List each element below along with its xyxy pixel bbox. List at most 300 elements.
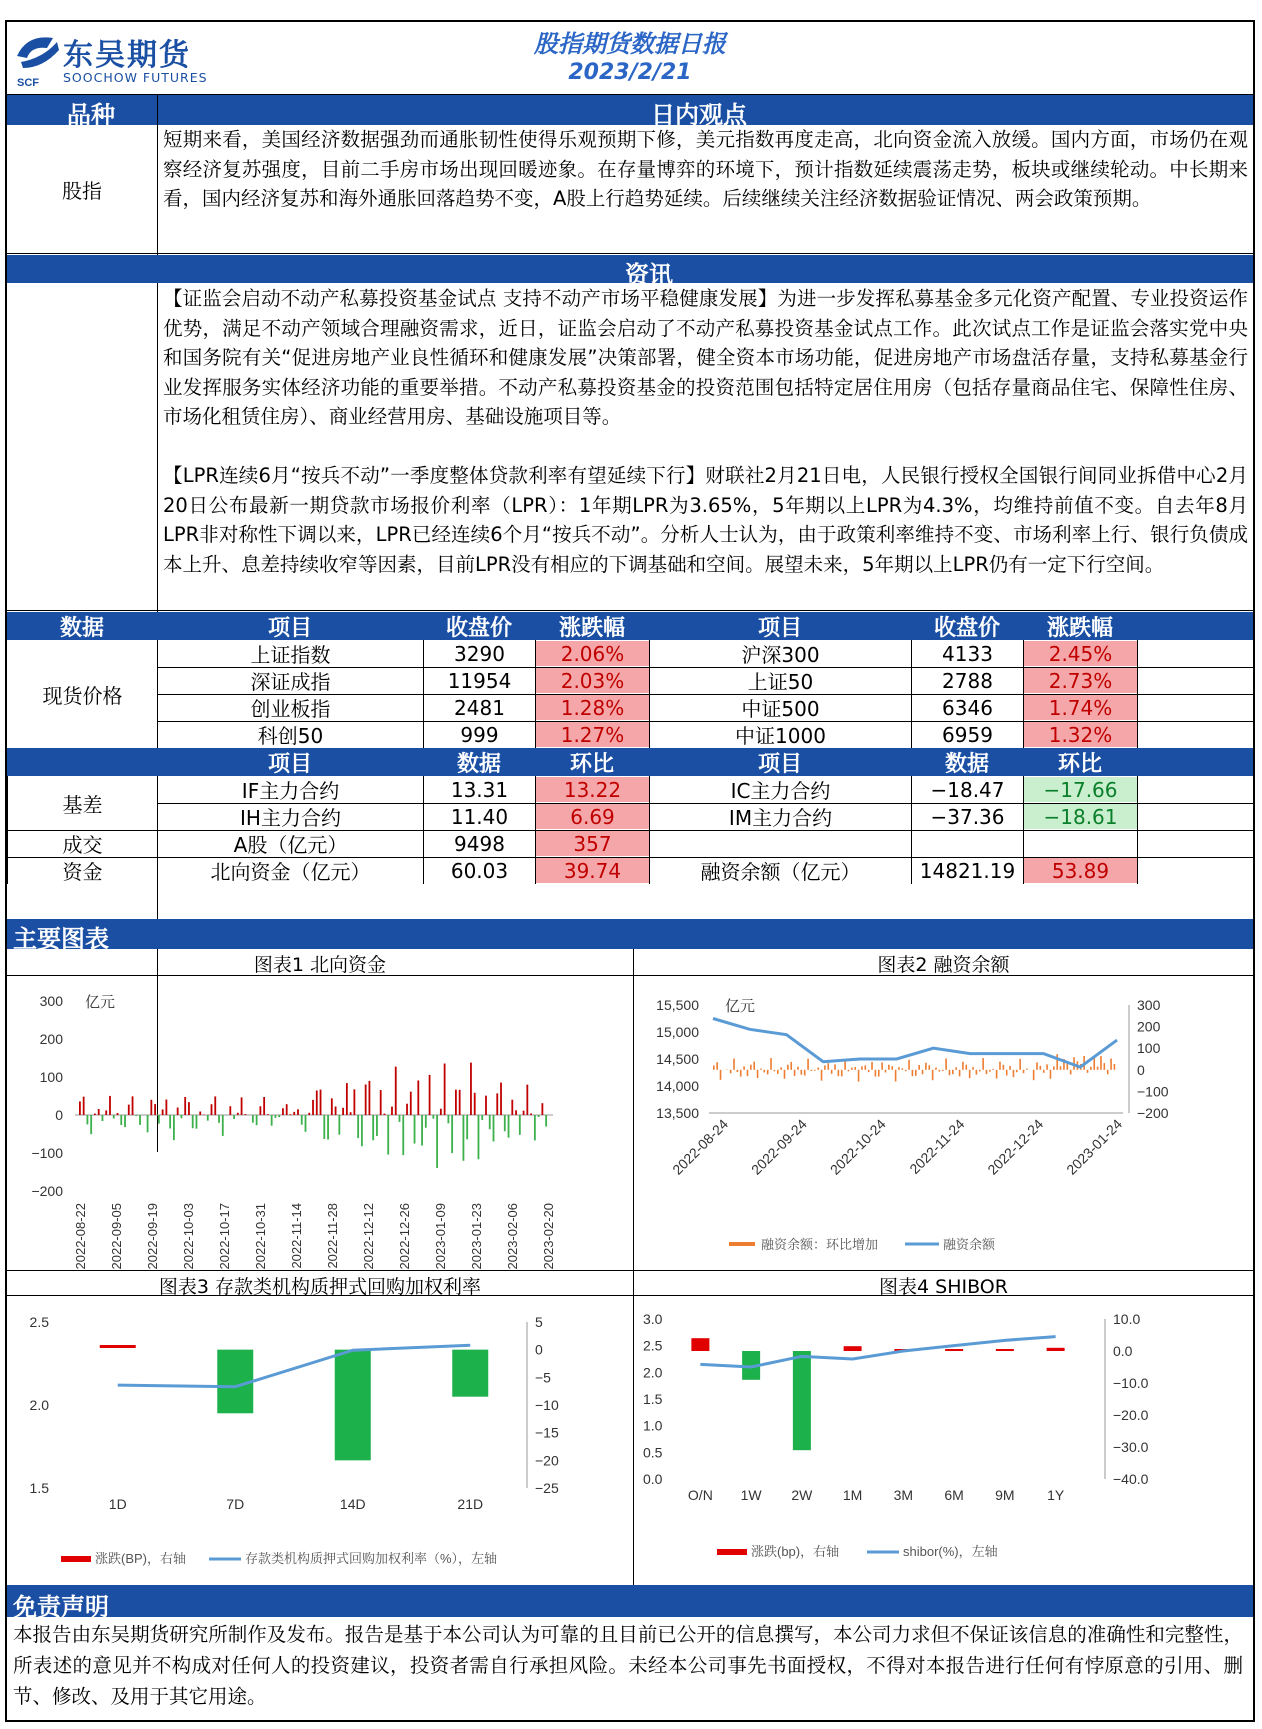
chart1-bar: [312, 1100, 314, 1115]
basis-header-4: 数据: [944, 751, 989, 777]
chart2-xtick: 2022-09-24: [747, 1115, 810, 1178]
chart2-change-bar: [1104, 1063, 1106, 1070]
spot-cell: 创业板指: [250, 697, 331, 721]
chart2-change-bar: [959, 1070, 961, 1077]
chart3-legend-bar-icon: [61, 1556, 91, 1562]
spot-cell: 1.27%: [536, 722, 649, 747]
spot-cell: 1.74%: [1024, 695, 1137, 720]
spot-cell: 中证500: [741, 697, 820, 721]
chart2-change-bar: [1016, 1070, 1018, 1072]
chart4-yleft-tick: 1.5: [643, 1391, 663, 1407]
spot-header-4: 收盘价: [933, 615, 1000, 641]
basis-cell: 13.31: [450, 777, 509, 802]
chart1-xtick: 2022-10-17: [217, 1203, 232, 1269]
chart2-change-bar: [1107, 1070, 1109, 1074]
chart1-bar: [267, 1114, 269, 1115]
chart2-change-bar: [817, 1067, 819, 1069]
chart4-xtick: O/N: [687, 1487, 713, 1503]
chart1-bar: [489, 1115, 491, 1129]
chart2-change-bar: [935, 1067, 937, 1069]
chart2-change-bar: [922, 1070, 924, 1074]
chart4-yleft-tick: 0.5: [643, 1444, 663, 1461]
chart1-bar: [500, 1083, 502, 1115]
chart4-yright-tick: −30.0: [1113, 1439, 1149, 1455]
chart1-bar: [305, 1115, 307, 1132]
chart1-bar: [214, 1096, 216, 1115]
chart1-bar: [218, 1115, 220, 1123]
chart2-change-bar: [878, 1070, 880, 1077]
chart1-bar: [342, 1108, 344, 1115]
chart3-yright-tick: −15: [535, 1424, 559, 1441]
chart1-xtick: 2023-01-23: [469, 1203, 484, 1269]
chart2-change-bar: [834, 1064, 836, 1069]
chart2-yright-tick: 200: [1137, 1018, 1161, 1035]
chart1-bar: [259, 1106, 261, 1115]
chart2-change-bar: [730, 1070, 732, 1074]
chart2-change-bar: [999, 1062, 1001, 1070]
chart1-xtick: 2023-01-09: [433, 1203, 448, 1269]
chart2-change-bar: [720, 1070, 722, 1080]
chart1-bar: [496, 1093, 498, 1115]
chart1-bar: [90, 1115, 92, 1134]
chart4-yleft-tick: 2.5: [643, 1337, 663, 1354]
chart2-yright-tick: 300: [1137, 997, 1161, 1013]
chart2-change-bar: [838, 1070, 840, 1076]
chart2-change-bar: [1046, 1064, 1048, 1069]
charts-heading: 主要图表: [13, 925, 109, 953]
chart4-yleft-tick: 1.0: [643, 1417, 663, 1434]
chart3-bar: [100, 1345, 136, 1348]
chart4-bar: [844, 1346, 862, 1351]
chart2-title: 图表2 融资余额: [877, 954, 1010, 976]
chart2-yright-tick: −200: [1137, 1105, 1169, 1121]
chart1-bar: [421, 1115, 423, 1146]
chart2-change-bar: [888, 1065, 890, 1070]
spot-cell: 沪深300: [741, 643, 820, 667]
chart2-change-bar: [989, 1070, 991, 1072]
basis-cell: IM主力合约: [728, 806, 833, 830]
chart1-bar: [83, 1097, 85, 1115]
view-label: 股指: [62, 178, 102, 203]
chart1-bar: [128, 1105, 130, 1115]
chart2-change-bar: [928, 1065, 930, 1070]
chart1-bar: [515, 1110, 517, 1115]
chart2-change-bar: [996, 1070, 998, 1079]
chart4-yleft-tick: 0.0: [643, 1471, 663, 1487]
chart2-change-bar: [854, 1067, 856, 1070]
chart1-bar: [417, 1080, 419, 1115]
spot-header-2: 涨跌幅: [558, 615, 625, 641]
chart1-ytick: 0: [55, 1107, 63, 1123]
section-bar-disclaimer: [7, 1585, 1253, 1621]
chart1-xtick: 2023-02-20: [541, 1203, 556, 1269]
chart2-change-bar: [885, 1070, 887, 1073]
chart1-ytick: 300: [39, 993, 63, 1009]
chart2-change-bar: [1056, 1054, 1058, 1070]
chart1-bar: [109, 1096, 111, 1115]
chart2-change-bar: [1050, 1070, 1052, 1079]
chart1-bar: [353, 1089, 355, 1115]
chart1-bar: [192, 1115, 194, 1128]
basis-cell: −18.61: [1024, 804, 1137, 829]
chart1-bar: [387, 1115, 389, 1155]
margin-value: 14821.19: [919, 858, 1016, 883]
basis-header-1: 数据: [456, 751, 501, 777]
chart3-yleft-tick: 2.5: [29, 1314, 49, 1330]
news-item-1: 【证监会启动不动产私募投资基金试点 支持不动产市场平稳健康发展】为进一步发挥私募基金多元化资产配置、专业投资运作优势，满足不动产领域合理融资需求，近日，证监会启动了不动产私募投资基金试点工作。此次试点工作是证监会落实党中央和国务院有关“促进房地产业良性循环和健康发展”决策部署，健全资本市场功能，促进房地产市场盘活存量，支持私募基金行业发挥服务实体经济功能的重要举措。不动产私募投资基金的投资范围包括特定居住用房（包括存量商品住宅、保障性住房、市场化租赁住房）、商业经营用房、基础设施项目等。: [163, 287, 1248, 428]
chart1-bar: [286, 1104, 288, 1115]
chart2-change-bar: [1003, 1065, 1005, 1070]
chart4-xtick: 6M: [944, 1487, 964, 1503]
chart1-bar: [429, 1075, 431, 1115]
volume-item: A股（亿元）: [233, 833, 348, 857]
chart4-yright-tick: 0.0: [1113, 1343, 1133, 1359]
chart2-change-bar: [747, 1070, 749, 1076]
chart2-yright-tick: 0: [1137, 1061, 1145, 1078]
chart2-change-bar: [780, 1067, 782, 1069]
chart2-yright-tick: −100: [1137, 1083, 1169, 1100]
company-name-en: SOOCHOW FUTURES: [63, 70, 208, 85]
chart2-change-bar: [912, 1070, 914, 1076]
basis-header-0: 项目: [267, 751, 312, 777]
chart2-change-bar: [1060, 1066, 1062, 1069]
chart2-change-bar: [986, 1070, 988, 1074]
chart1-bar: [365, 1084, 367, 1115]
chart1-bar: [444, 1064, 446, 1115]
spot-header-3: 项目: [757, 615, 802, 641]
chart2-legend-bar-icon: [729, 1242, 755, 1246]
chart1-bar: [263, 1097, 265, 1115]
spot-cell: 2.06%: [536, 641, 649, 666]
chart1-bar: [278, 1115, 280, 1117]
funds-item: 北向资金（亿元）: [210, 860, 371, 884]
chart3-legend-bar: 涨跌(BP)，右轴: [95, 1551, 187, 1566]
chart2-change-bar: [848, 1070, 850, 1072]
chart2-change-bar: [1087, 1070, 1089, 1073]
chart4-bar: [945, 1349, 963, 1351]
chart4-bar: [996, 1349, 1014, 1351]
chart3-yright-tick: −25: [535, 1480, 559, 1496]
chart1-bar: [519, 1115, 521, 1135]
chart1-bar: [530, 1113, 532, 1115]
chart1-bar: [293, 1112, 295, 1115]
chart1-bar: [199, 1112, 201, 1115]
chart2-change-bar: [1097, 1067, 1099, 1070]
chart2-change-bar: [814, 1070, 816, 1071]
chart2-change-bar: [982, 1058, 984, 1070]
chart1-bar: [399, 1115, 401, 1122]
chart1-bar: [139, 1115, 141, 1125]
chart4-yright-tick: −10.0: [1113, 1375, 1149, 1391]
basis-header-3: 项目: [757, 751, 802, 777]
chart2-change-bar: [1033, 1070, 1035, 1080]
chart2-change-bar: [908, 1060, 910, 1070]
chart4-yright-tick: −20.0: [1113, 1407, 1149, 1423]
chart1-bar: [308, 1113, 310, 1115]
chart2-yright-tick: 100: [1137, 1040, 1161, 1057]
basis-header-5: 环比: [1057, 751, 1102, 777]
chart2-change-bar: [942, 1070, 944, 1071]
chart2-yleft-tick: 13,500: [656, 1105, 699, 1121]
spot-cell: 2788: [942, 668, 993, 693]
margin-change: 53.89: [1024, 858, 1137, 883]
basis-cell: IH主力合约: [240, 806, 341, 830]
chart4-xtick: 2W: [791, 1487, 813, 1503]
chart1-bar: [316, 1090, 318, 1115]
spot-cell: 11954: [447, 668, 512, 693]
chart2-change-bar: [918, 1065, 920, 1070]
chart4-bar: [1047, 1348, 1065, 1351]
chart1-bar: [432, 1115, 434, 1119]
chart2-change-bar: [972, 1067, 974, 1070]
chart1-bar: [395, 1067, 397, 1115]
report-title: 股指期货数据日报: [534, 30, 726, 58]
chart1-bar: [222, 1115, 224, 1136]
chart2-yleft-tick: 14,500: [656, 1051, 699, 1067]
chart2-change-bar: [939, 1070, 941, 1072]
intraday-heading: 日内观点: [651, 101, 747, 129]
chart3-yright-tick: 0: [535, 1341, 543, 1358]
section-bar-news: [157, 255, 1253, 289]
chart1-bar: [406, 1104, 408, 1115]
chart2-change-bar: [770, 1058, 772, 1070]
chart2-change-bar: [794, 1070, 796, 1076]
chart2-change-bar: [1043, 1070, 1045, 1073]
chart2-change-bar: [787, 1065, 789, 1070]
chart2-change-bar: [740, 1070, 742, 1077]
chart1-bar: [229, 1106, 231, 1115]
chart1-bar: [271, 1115, 273, 1126]
chart1-bar: [207, 1115, 209, 1121]
chart2-change-bar: [1013, 1070, 1015, 1077]
chart1-bar: [414, 1115, 416, 1144]
spot-cell: 6959: [942, 722, 993, 747]
chart4-legend-line: shibor(%)，左轴: [903, 1544, 998, 1559]
chart2-change-bar: [932, 1070, 934, 1080]
funds-value: 60.03: [450, 858, 509, 883]
chart1-bar: [436, 1115, 438, 1168]
basis-cell: −37.36: [930, 804, 1005, 829]
chart2-change-bar: [1110, 1059, 1112, 1070]
chart3-legend-line: 存款类机构质押式回购加权利率（%），左轴: [245, 1551, 498, 1566]
chart2-change-bar: [898, 1067, 900, 1070]
chart1-bar: [511, 1100, 513, 1115]
chart3-title: 图表3 存款类机构质押式回购加权利率: [158, 1276, 482, 1298]
basis-cell: IC主力合约: [730, 779, 831, 803]
chart2-change-bar: [1114, 1064, 1116, 1070]
chart2-change-bar: [827, 1063, 829, 1070]
news-heading: 资讯: [625, 261, 673, 289]
chart1-bar: [526, 1085, 528, 1115]
chart1-bar: [534, 1115, 536, 1140]
margin-item: 融资余额（亿元）: [700, 860, 861, 884]
chart4-yleft-tick: 2.0: [643, 1364, 663, 1381]
chart1-bar: [98, 1109, 100, 1115]
chart1-title: 图表1 北向资金: [253, 954, 387, 976]
chart1-bar: [410, 1092, 412, 1115]
chart3-yleft-tick: 2.0: [29, 1397, 49, 1413]
chart1-bar: [113, 1115, 115, 1118]
spot-cell: 科创50: [257, 724, 324, 748]
basis-cell: 6.69: [536, 804, 649, 829]
chart2-change-bar: [955, 1067, 957, 1070]
chart2-change-bar: [858, 1070, 860, 1082]
volume-value: 9498: [454, 831, 505, 856]
chart3-bar: [335, 1350, 371, 1461]
chart1-bar: [474, 1093, 476, 1115]
chart1-ytick: 100: [39, 1069, 63, 1085]
variety-heading: 品种: [67, 101, 115, 129]
chart1-bar: [237, 1113, 239, 1115]
spot-header-1: 收盘价: [445, 615, 512, 641]
spot-header-0: 项目: [267, 615, 312, 641]
basis-cell: −18.47: [930, 777, 1005, 802]
chart1-bar: [523, 1111, 525, 1115]
chart1-bar: [252, 1115, 254, 1123]
chart1-bar: [241, 1097, 243, 1115]
chart4-title: 图表4 SHIBOR: [879, 1276, 1008, 1298]
chart4-xtick: 1Y: [1047, 1487, 1065, 1503]
chart1-bar: [211, 1104, 213, 1115]
chart2-change-bar: [1006, 1070, 1008, 1076]
chart1-bar: [538, 1115, 540, 1117]
chart2-change-bar: [801, 1070, 803, 1075]
chart2-change-bar: [915, 1070, 917, 1076]
spot-cell: 2.45%: [1024, 641, 1137, 666]
chart1-bar: [169, 1115, 171, 1128]
chart1-ytick: −200: [31, 1183, 63, 1199]
chart1-bar: [297, 1109, 299, 1115]
spot-cell: 3290: [454, 641, 505, 666]
chart2-change-bar: [831, 1070, 833, 1074]
chart2-change-bar: [804, 1070, 806, 1076]
chart1-bar: [184, 1097, 186, 1115]
disclaimer-text: 本报告由东吴期货研究所制作及发布。报告是基于本公司认为可靠的且目前已公开的信息撰写，本公司力求但不保证该信息的准确性和完整性，所表述的意见并不构成对任何人的投资建议，投资者需自行承担风险。未经本公司事先书面授权，不得对本报告进行任何有悖原意的引用、删节、修改、及用于其它用途。: [13, 1623, 1243, 1708]
spot-cell: 2.03%: [536, 668, 649, 693]
chart1-bar: [154, 1104, 156, 1115]
chart2-change-bar: [902, 1068, 904, 1069]
chart2-change-bar: [969, 1070, 971, 1078]
chart1-bar: [376, 1115, 378, 1136]
chart2-change-bar: [784, 1070, 786, 1079]
chart2-change-bar: [821, 1070, 823, 1081]
chart2-legend-bar: 融资余额：环比增加: [761, 1237, 879, 1252]
spot-header-5: 涨跌幅: [1046, 615, 1113, 641]
chart1-bar: [327, 1115, 329, 1139]
chart2-change-bar: [905, 1070, 907, 1071]
chart1-bar: [361, 1115, 363, 1146]
spot-cell: 上证指数: [250, 643, 331, 667]
chart2-unit: 亿元: [725, 998, 756, 1015]
chart1-xtick: 2022-10-03: [181, 1203, 196, 1269]
chart1-bar: [290, 1114, 292, 1115]
chart1-bar: [545, 1115, 547, 1127]
chart1-unit: 亿元: [85, 994, 116, 1011]
chart2-change-bar: [767, 1070, 769, 1075]
chart1-bar: [233, 1115, 235, 1119]
chart3-bar: [452, 1350, 488, 1397]
chart1-xtick: 2022-10-31: [253, 1203, 268, 1269]
spot-label: 现货价格: [42, 683, 123, 708]
disclaimer-heading: 免责声明: [13, 1593, 109, 1621]
chart2-change-bar: [1023, 1070, 1025, 1073]
chart1-bar: [493, 1115, 495, 1141]
chart1-bar: [463, 1115, 465, 1161]
chart1-bar: [162, 1109, 164, 1115]
section-bar-charts: [7, 919, 1253, 953]
chart4-legend-bar: 涨跌(bp)，右轴: [751, 1544, 840, 1559]
chart1-bar: [350, 1112, 352, 1115]
chart1-bar: [380, 1090, 382, 1115]
chart1-bar: [188, 1102, 190, 1115]
chart2-change-bar: [1009, 1066, 1011, 1070]
chart2-legend-line: 融资余额: [943, 1237, 996, 1252]
chart1-xtick: 2022-11-28: [325, 1203, 340, 1269]
chart2-yleft-tick: 14,000: [656, 1078, 699, 1094]
chart1-bar: [177, 1108, 179, 1115]
chart2-change-bar: [790, 1062, 792, 1070]
chart1-bar: [147, 1115, 149, 1132]
report-header: [7, 22, 1253, 95]
chart1-bar: [440, 1109, 442, 1115]
chart1-bar: [369, 1081, 371, 1115]
chart1-bar: [478, 1115, 480, 1159]
chart2-change-bar: [807, 1059, 809, 1070]
chart3-xtick: 21D: [457, 1496, 484, 1512]
chart2-change-bar: [1067, 1064, 1069, 1070]
funds-change: 39.74: [536, 858, 649, 883]
chart1-bar: [158, 1115, 160, 1124]
chart1-bar: [504, 1115, 506, 1131]
chart1-bar: [346, 1083, 348, 1115]
chart1-xtick: 2022-12-12: [361, 1203, 376, 1269]
chart1-bar: [87, 1115, 89, 1124]
chart3-xtick: 1D: [108, 1496, 127, 1512]
chart1-bar: [282, 1108, 284, 1115]
chart2-change-bar: [811, 1070, 813, 1071]
basis-cell: −17.66: [1024, 777, 1137, 802]
chart2-yleft-tick: 15,000: [656, 1024, 699, 1040]
chart3-yright-tick: −5: [535, 1369, 551, 1386]
chart1-bar: [508, 1115, 510, 1138]
funds-label: 资金: [62, 860, 103, 884]
chart2-change-bar: [733, 1059, 735, 1070]
chart1-bar: [402, 1115, 404, 1155]
chart2-xtick: 2022-11-24: [906, 1115, 968, 1178]
chart1-xtick: 2022-09-05: [109, 1203, 124, 1269]
chart1-bar: [173, 1115, 175, 1140]
data-heading: 数据: [59, 615, 104, 641]
chart4-bar: [691, 1338, 709, 1351]
chart2-change-bar: [925, 1063, 927, 1070]
chart1-bar: [105, 1110, 107, 1115]
chart4-xtick: 9M: [995, 1487, 1015, 1503]
spot-cell: 2481: [454, 695, 505, 720]
spot-cell: 上证50: [747, 670, 814, 694]
chart2-change-bar: [992, 1069, 994, 1070]
chart2-xtick: 2022-12-24: [984, 1115, 1047, 1178]
chart2-margin-balance: [637, 977, 1251, 1269]
chart2-xtick: 2023-01-24: [1063, 1115, 1126, 1178]
basis-header-2: 环比: [569, 751, 614, 777]
chart1-bar: [132, 1096, 134, 1115]
chart3-repo-rate: [9, 1297, 629, 1585]
chart4-xtick: 3M: [893, 1487, 914, 1503]
chart2-balance-line: [713, 1019, 1117, 1068]
chart1-ytick: 200: [39, 1031, 63, 1047]
chart1-bar: [320, 1090, 322, 1115]
chart2-change-bar: [1036, 1062, 1038, 1069]
